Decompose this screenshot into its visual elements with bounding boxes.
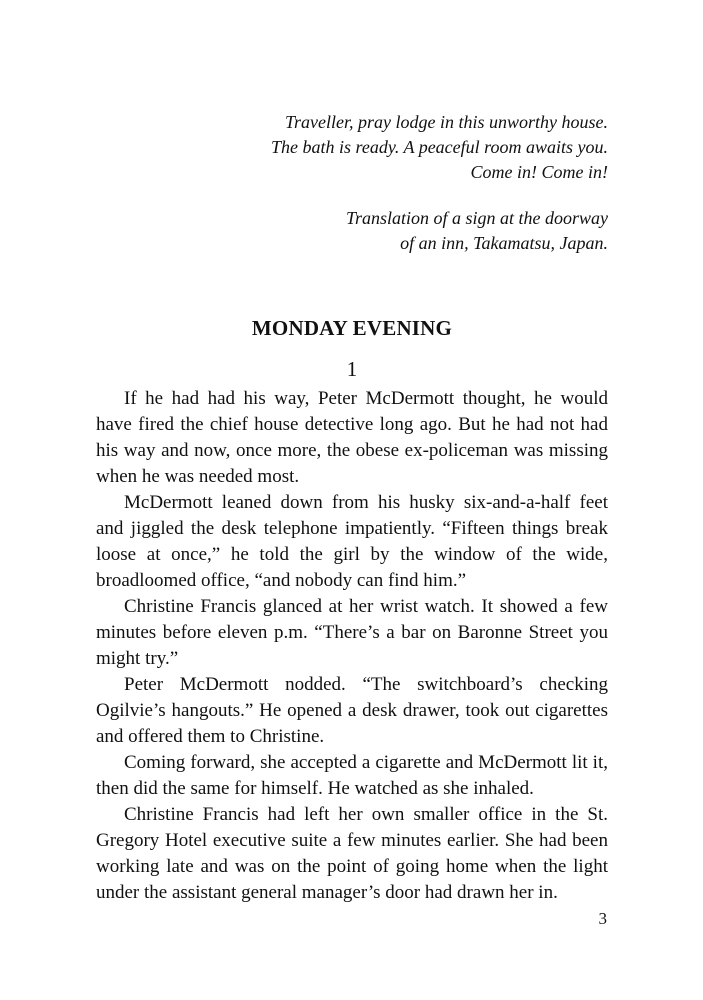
chapter-title: MONDAY EVENING xyxy=(251,316,453,341)
paragraph: Christine Francis had left her own smaller office in the St. Gregory Hotel executive suite a few minutes earlier. She had been working late and was on the point of going home when the light under the assistant general manager’s door had drawn her in. xyxy=(96,804,608,903)
epigraph-line: Come in! Come in! xyxy=(470,162,608,182)
paragraph: Coming forward, she accepted a cigarette and McDermott lit it, then did the same for himself. He watched as she inhaled. xyxy=(96,752,608,799)
page-number: 3 xyxy=(598,909,607,928)
section-number: 1 xyxy=(346,357,358,381)
epigraph-attribution-line: Translation of a sign at the doorway xyxy=(345,208,608,228)
paragraph: Christine Francis glanced at her wrist watch. It showed a few minutes before eleven p.m. “There’s a bar on Baronne Street you might try.” xyxy=(96,596,608,669)
paragraph: McDermott leaned down from his husky six-and-a-half feet and jiggled the desk telephone impatiently. “Fifteen things break loose at once,” he told the girl by the window of the wide, broadloomed office, “and nobody can find him.” xyxy=(96,492,608,591)
epigraph-line: Traveller, pray lodge in this unworthy house. xyxy=(285,112,608,132)
epigraph-attribution-line: of an inn, Takamatsu, Japan. xyxy=(400,233,608,253)
paragraph: Peter McDermott nodded. “The switchboard’s checking Ogilvie’s hangouts.” He opened a desk drawer, took out cigarettes and offered them to Christine. xyxy=(96,674,608,747)
epigraph xyxy=(188,110,608,256)
paragraph: If he had had his way, Peter McDermott thought, he would have fired the chief house detective long ago. But he had not had his way and now, once more, the obese ex-policeman was missing when he was needed most. xyxy=(96,388,608,487)
body-text xyxy=(96,386,608,906)
epigraph-line: The bath is ready. A peaceful room awaits you. xyxy=(271,137,608,157)
